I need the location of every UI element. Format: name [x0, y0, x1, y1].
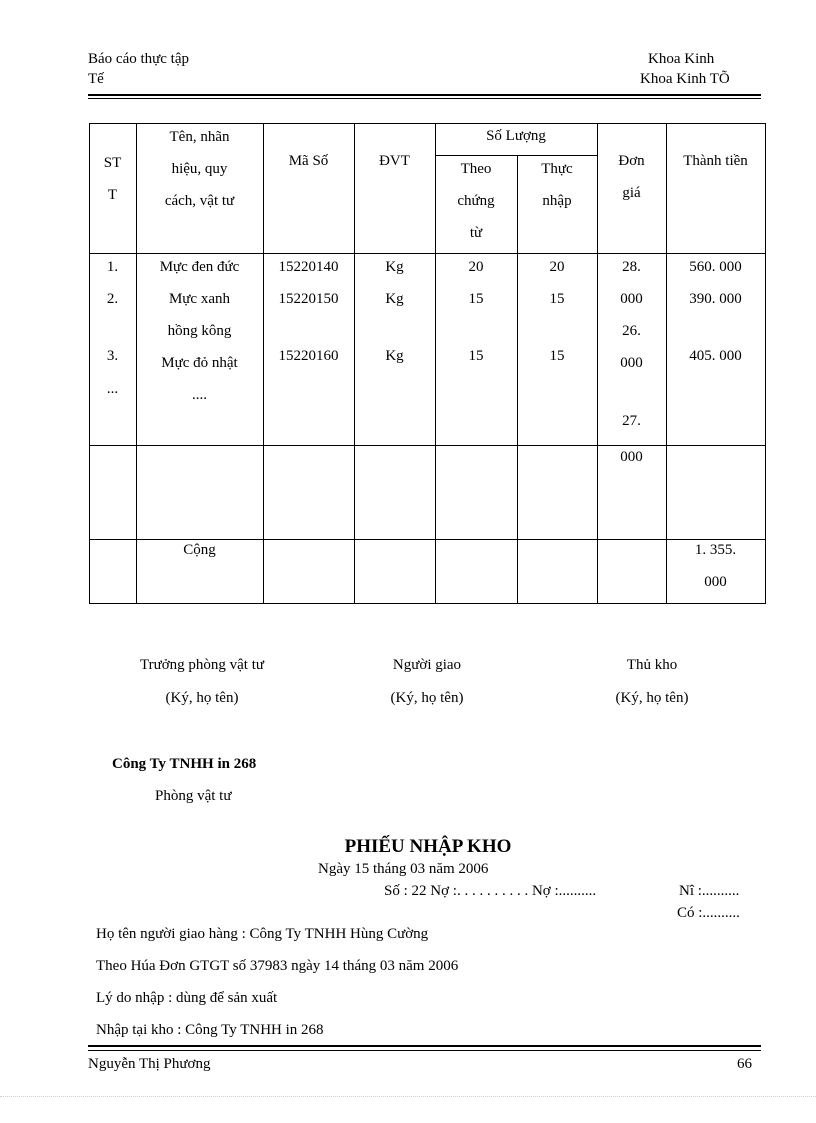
row-name: hồng kông: [167, 323, 232, 339]
company-name: Công Ty TNHH in 268: [112, 756, 257, 772]
signature-role: Thủ kho: [626, 657, 678, 673]
page-bottom-divider: [0, 1096, 816, 1097]
header-rule-thin: [88, 98, 761, 99]
row-stt: 3.: [106, 348, 119, 364]
header-qty-doc-3: từ: [469, 225, 483, 241]
row-stt: ...: [106, 381, 119, 397]
row-amount: 405. 000: [689, 348, 742, 364]
receipt-invoice: Theo Húa Đơn GTGT số 37983 ngày 14 tháng 03 năm 2006: [96, 958, 459, 974]
receipt-credit: Có :..........: [677, 905, 740, 921]
header-left-line1: Báo cáo thực tập: [88, 51, 190, 67]
header-rule: [88, 94, 761, 96]
row-amount: 560. 000: [689, 259, 742, 275]
footer-rule: [88, 1045, 761, 1047]
footer-author: Nguyễn Thị Phương: [88, 1056, 211, 1072]
row-name: Mực đen đức: [159, 259, 240, 275]
receipt-number: Số : 22 Nợ :. . . . . . . . . . Nợ :..........: [384, 883, 597, 899]
row-unit: Kg: [385, 259, 404, 275]
row-price: 000: [620, 449, 643, 465]
row-stt: 2.: [106, 291, 119, 307]
header-name-3: cách, vật tư: [164, 193, 235, 209]
signature-role: Người giao: [392, 657, 462, 673]
header-code: Mã Số: [288, 153, 329, 169]
row-unit: Kg: [385, 348, 404, 364]
receipt-debit: Nî :..........: [679, 883, 740, 899]
header-qty-doc-1: Theo: [460, 161, 492, 177]
header-qty-real-1: Thực: [541, 161, 573, 177]
header-amount: Thành tiền: [683, 153, 748, 169]
row-code: 15220140: [278, 259, 339, 275]
page-number: 66: [737, 1056, 752, 1072]
header-name-1: Tên, nhãn: [169, 129, 230, 145]
receipt-warehouse: Nhập tại kho : Công Ty TNHH in 268: [96, 1022, 324, 1038]
row-price: 000: [620, 355, 643, 371]
receipt-reason: Lý do nhập : dùng để sản xuất: [96, 990, 278, 1006]
row-name: ....: [192, 387, 207, 403]
header-quantity: Số Lượng: [486, 128, 546, 144]
receipt-deliverer: Họ tên người giao hàng : Công Ty TNHH Hùng Cường: [96, 926, 429, 942]
header-price-2: giá: [622, 185, 641, 201]
row-price: 28.: [622, 259, 641, 275]
receipt-date: Ngày 15 tháng 03 năm 2006: [318, 861, 489, 877]
row-amount: 390. 000: [689, 291, 742, 307]
header-right-line2: Khoa Kinh TÕ: [640, 71, 730, 87]
row-qty-doc: 15: [468, 348, 484, 364]
row-code: 15220150: [278, 291, 339, 307]
row-stt: 1.: [106, 259, 119, 275]
signature-note: (Ký, họ tên): [390, 690, 464, 706]
row-price: 27.: [622, 413, 641, 429]
materials-table: [89, 123, 766, 604]
row-name: Mực đỏ nhật: [161, 355, 238, 371]
header-qty-real-2: nhập: [542, 193, 572, 209]
header-stt-1: ST: [103, 155, 122, 171]
total-amount-1: 1. 355.: [694, 542, 737, 558]
row-unit: Kg: [385, 291, 404, 307]
row-code: 15220160: [278, 348, 339, 364]
total-amount-2: 000: [704, 574, 727, 590]
row-qty-real: 15: [549, 291, 565, 307]
signature-role: Trưởng phòng vật tư: [139, 657, 265, 673]
header-qty-doc-2: chứng: [457, 193, 495, 209]
footer-rule-thin: [88, 1050, 761, 1051]
total-label: Cộng: [183, 542, 216, 558]
header-unit: ĐVT: [379, 153, 410, 169]
header-name-2: hiệu, quy: [171, 161, 228, 177]
row-qty-real: 20: [549, 259, 565, 275]
row-qty-doc: 20: [468, 259, 484, 275]
header-right-line1: Khoa Kinh: [648, 51, 715, 67]
row-price: 26.: [622, 323, 641, 339]
header-price-1: Đơn: [618, 153, 645, 169]
header-stt-2: T: [107, 187, 118, 203]
row-price: 000: [620, 291, 643, 307]
header-left-line2: Tế: [88, 71, 104, 87]
row-qty-doc: 15: [468, 291, 484, 307]
row-name: Mực xanh: [168, 291, 231, 307]
signature-note: (Ký, họ tên): [165, 690, 239, 706]
receipt-title: PHIẾU NHẬP KHO: [344, 836, 512, 857]
row-qty-real: 15: [549, 348, 565, 364]
signature-note: (Ký, họ tên): [615, 690, 689, 706]
department-name: Phòng vật tư: [155, 788, 232, 804]
